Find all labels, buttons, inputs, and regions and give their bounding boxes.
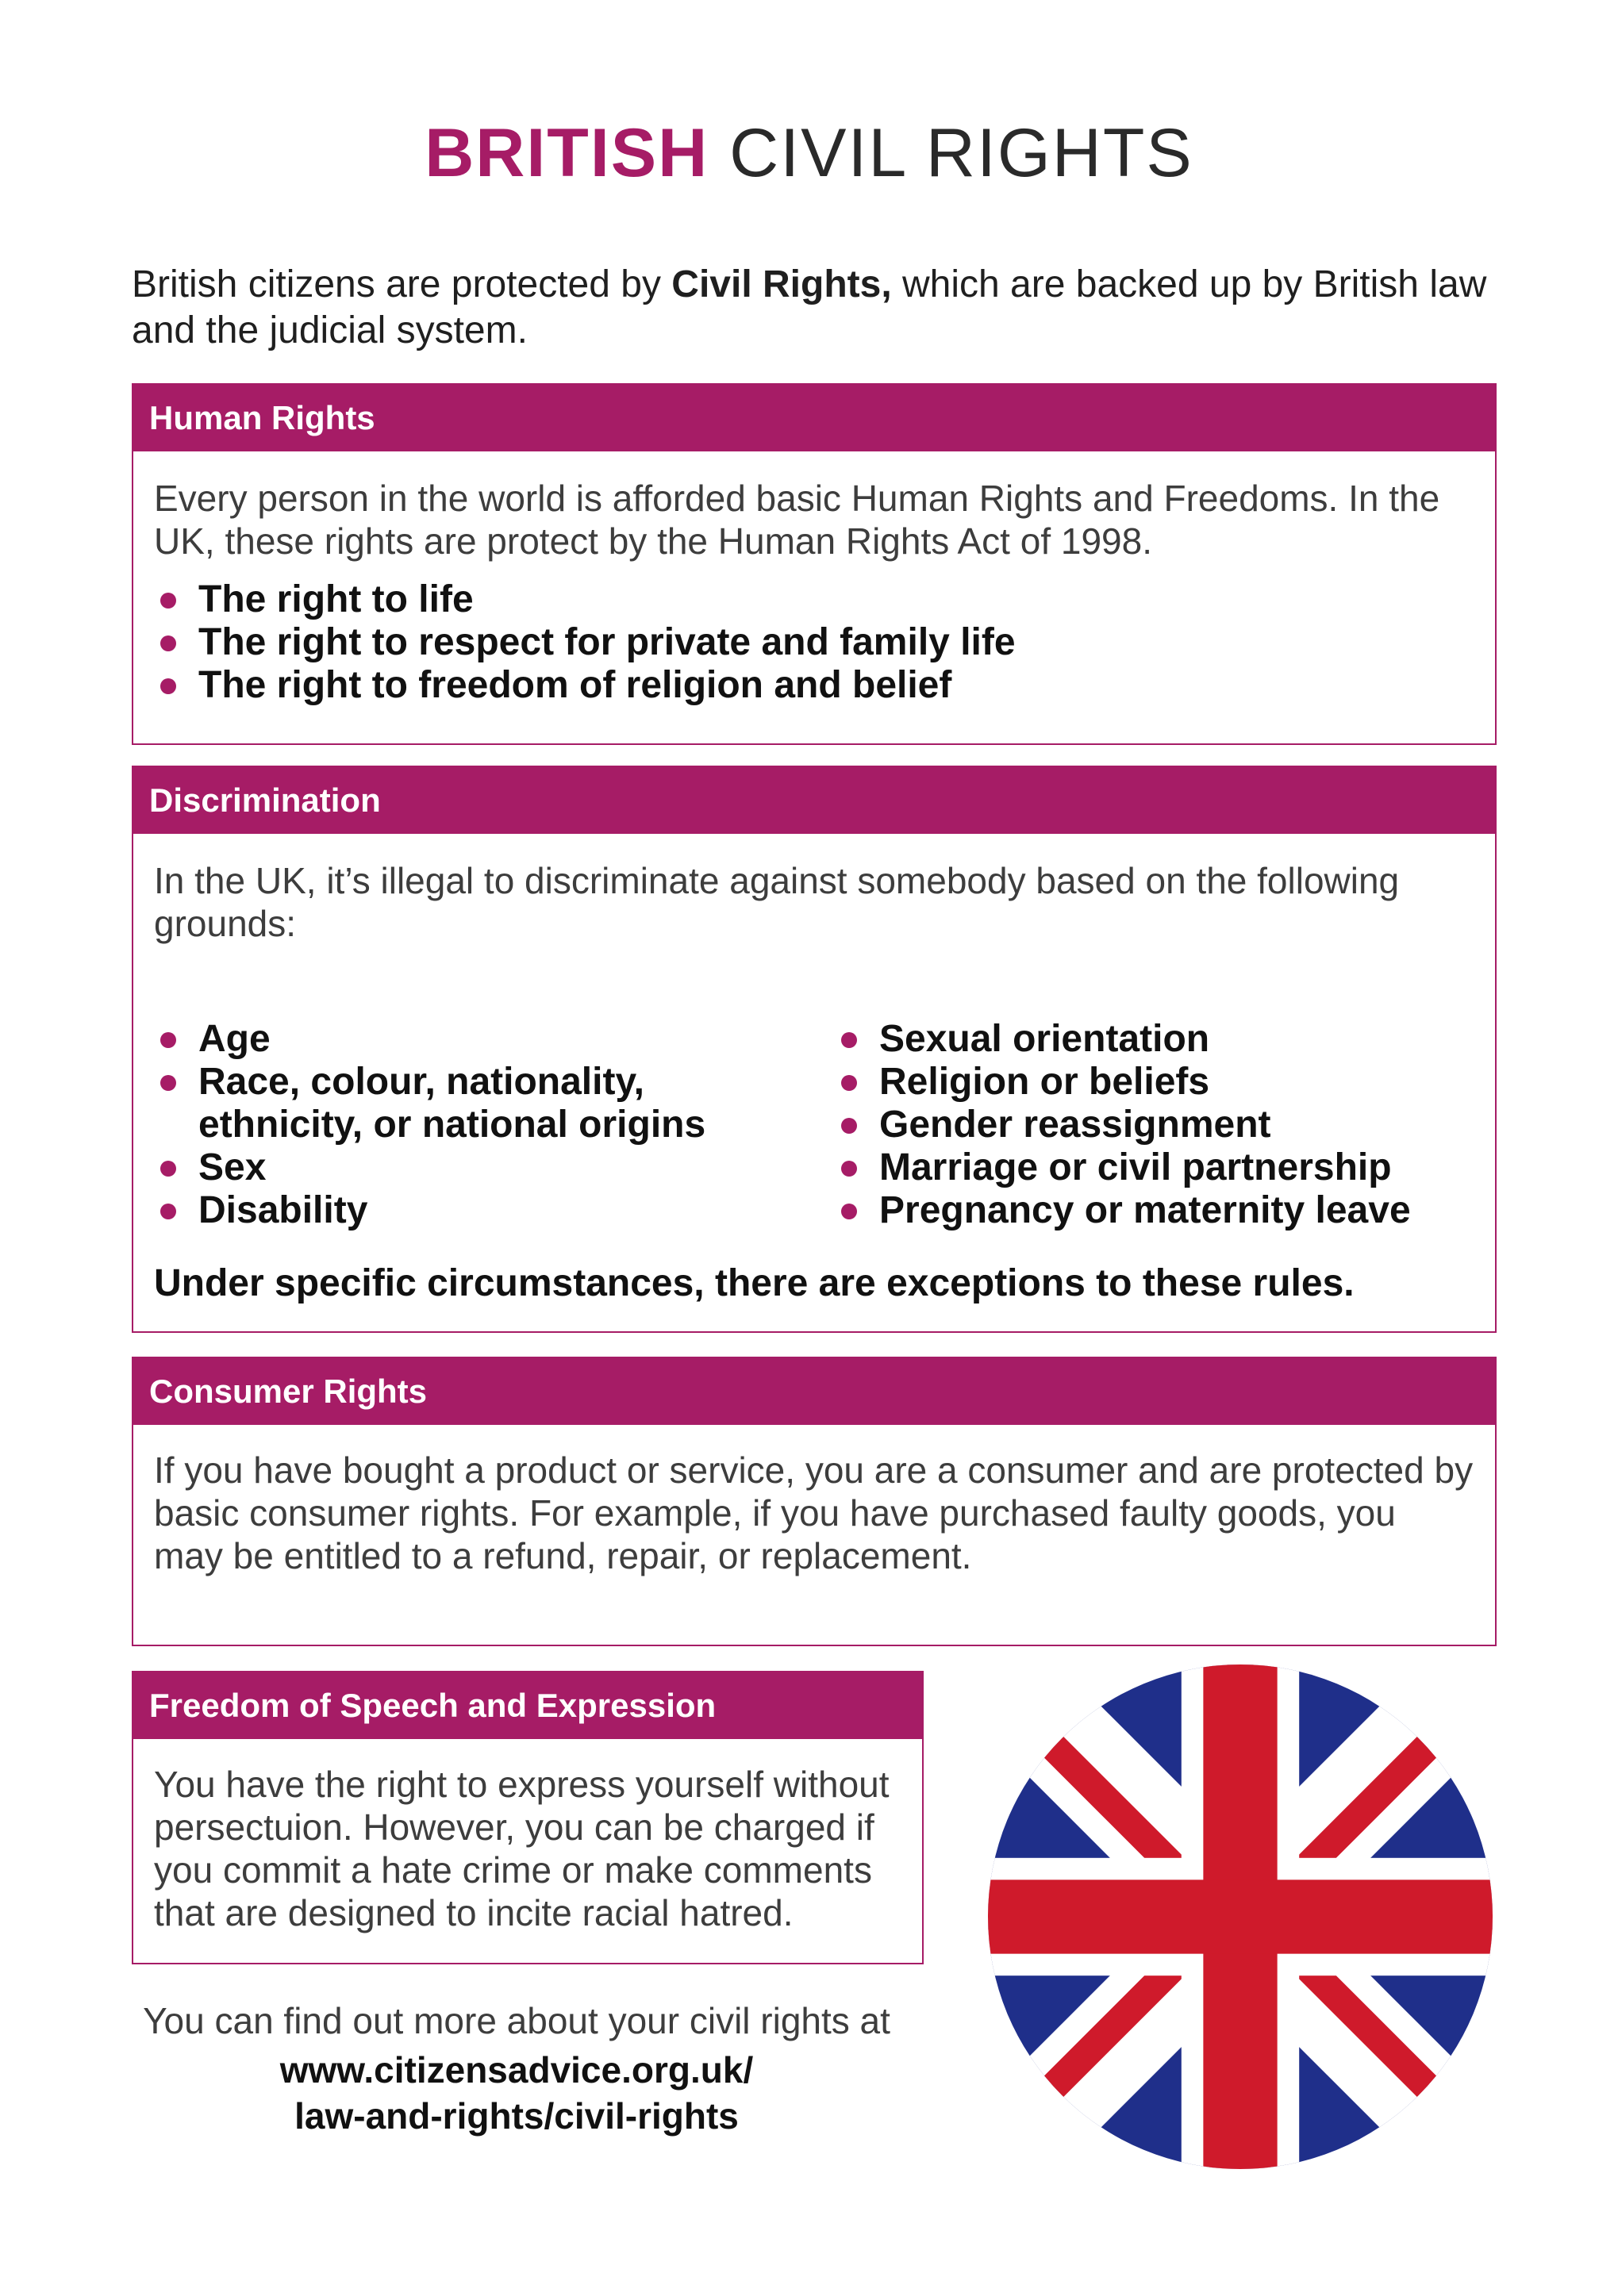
footer-lead [132,1998,901,2044]
list-item: Age [154,1018,789,1061]
discrimination-text: In the UK, it’s illegal to discriminate against somebody based on the following grounds: [154,860,1400,944]
footer-link[interactable] [132,2047,901,2139]
list-item: The right to respect for private and family life [154,621,1474,664]
consumer-rights-heading: Consumer Rights [133,1358,1495,1425]
intro-bold: Civil Rights, [671,263,892,305]
footer-link-line1[interactable]: www.citizensadvice.org.uk/ [279,2049,754,2091]
freedom-speech-card [132,1671,924,1964]
list-item: Religion or beliefs [835,1061,1470,1104]
human-rights-text: Every person in the world is afforded basic Human Rights and Freedoms. In the UK, these rights are protect by the Human Rights Act of 1998. [154,478,1440,562]
freedom-speech-heading: Freedom of Speech and Expression [133,1672,922,1739]
list-item: Gender reassignment [835,1104,1470,1146]
intro-before: British citizens are protected by [132,263,672,305]
list-item: Disability [154,1189,789,1232]
intro-after: which are backed up by British law and the judicial system. [132,263,1487,351]
union-jack-flag-icon [988,1664,1493,2169]
flag-red-cross-h [988,1879,1493,1953]
consumer-rights-card [132,1357,1497,1646]
list-item: Pregnancy or maternity leave [835,1189,1470,1232]
footer-link-line2[interactable]: law-and-rights/civil-rights [294,2095,739,2137]
discrimination-list-right [835,1018,1470,1232]
human-rights-list [154,578,1474,707]
intro-paragraph [132,262,1497,354]
discrimination-list-left [154,1018,789,1232]
human-rights-card [132,383,1497,745]
list-item: Marriage or civil partnership [835,1146,1470,1189]
discrimination-card [132,766,1497,1333]
page-title [0,115,1618,191]
discrimination-heading: Discrimination [133,767,1495,834]
list-item: Sex [154,1146,789,1189]
footer-lead-text: You can find out more about your civil rights at [143,2000,890,2041]
title-bold: BRITISH [425,115,709,191]
list-item: Sexual orientation [835,1018,1470,1061]
human-rights-heading: Human Rights [133,385,1495,451]
list-item: The right to life [154,578,1474,621]
list-item: Race, colour, nationality, ethnicity, or national origins [154,1061,789,1146]
title-light: CIVIL RIGHTS [729,115,1193,191]
freedom-speech-text: You have the right to express yourself without persectuion. However, you can be charged if you commit a hate crime or make comments that are designed to incite racial hatred. [154,1764,890,1933]
list-item: The right to freedom of religion and belief [154,664,1474,707]
consumer-rights-text: If you have bought a product or service, you are a consumer and are protected by basic consumer rights. For example, if you have purchased faulty goods, you may be entitled to a refund, repair, or replacement. [154,1449,1474,1576]
discrimination-note: Under specific circumstances, there are exceptions to these rules. [154,1262,1355,1304]
